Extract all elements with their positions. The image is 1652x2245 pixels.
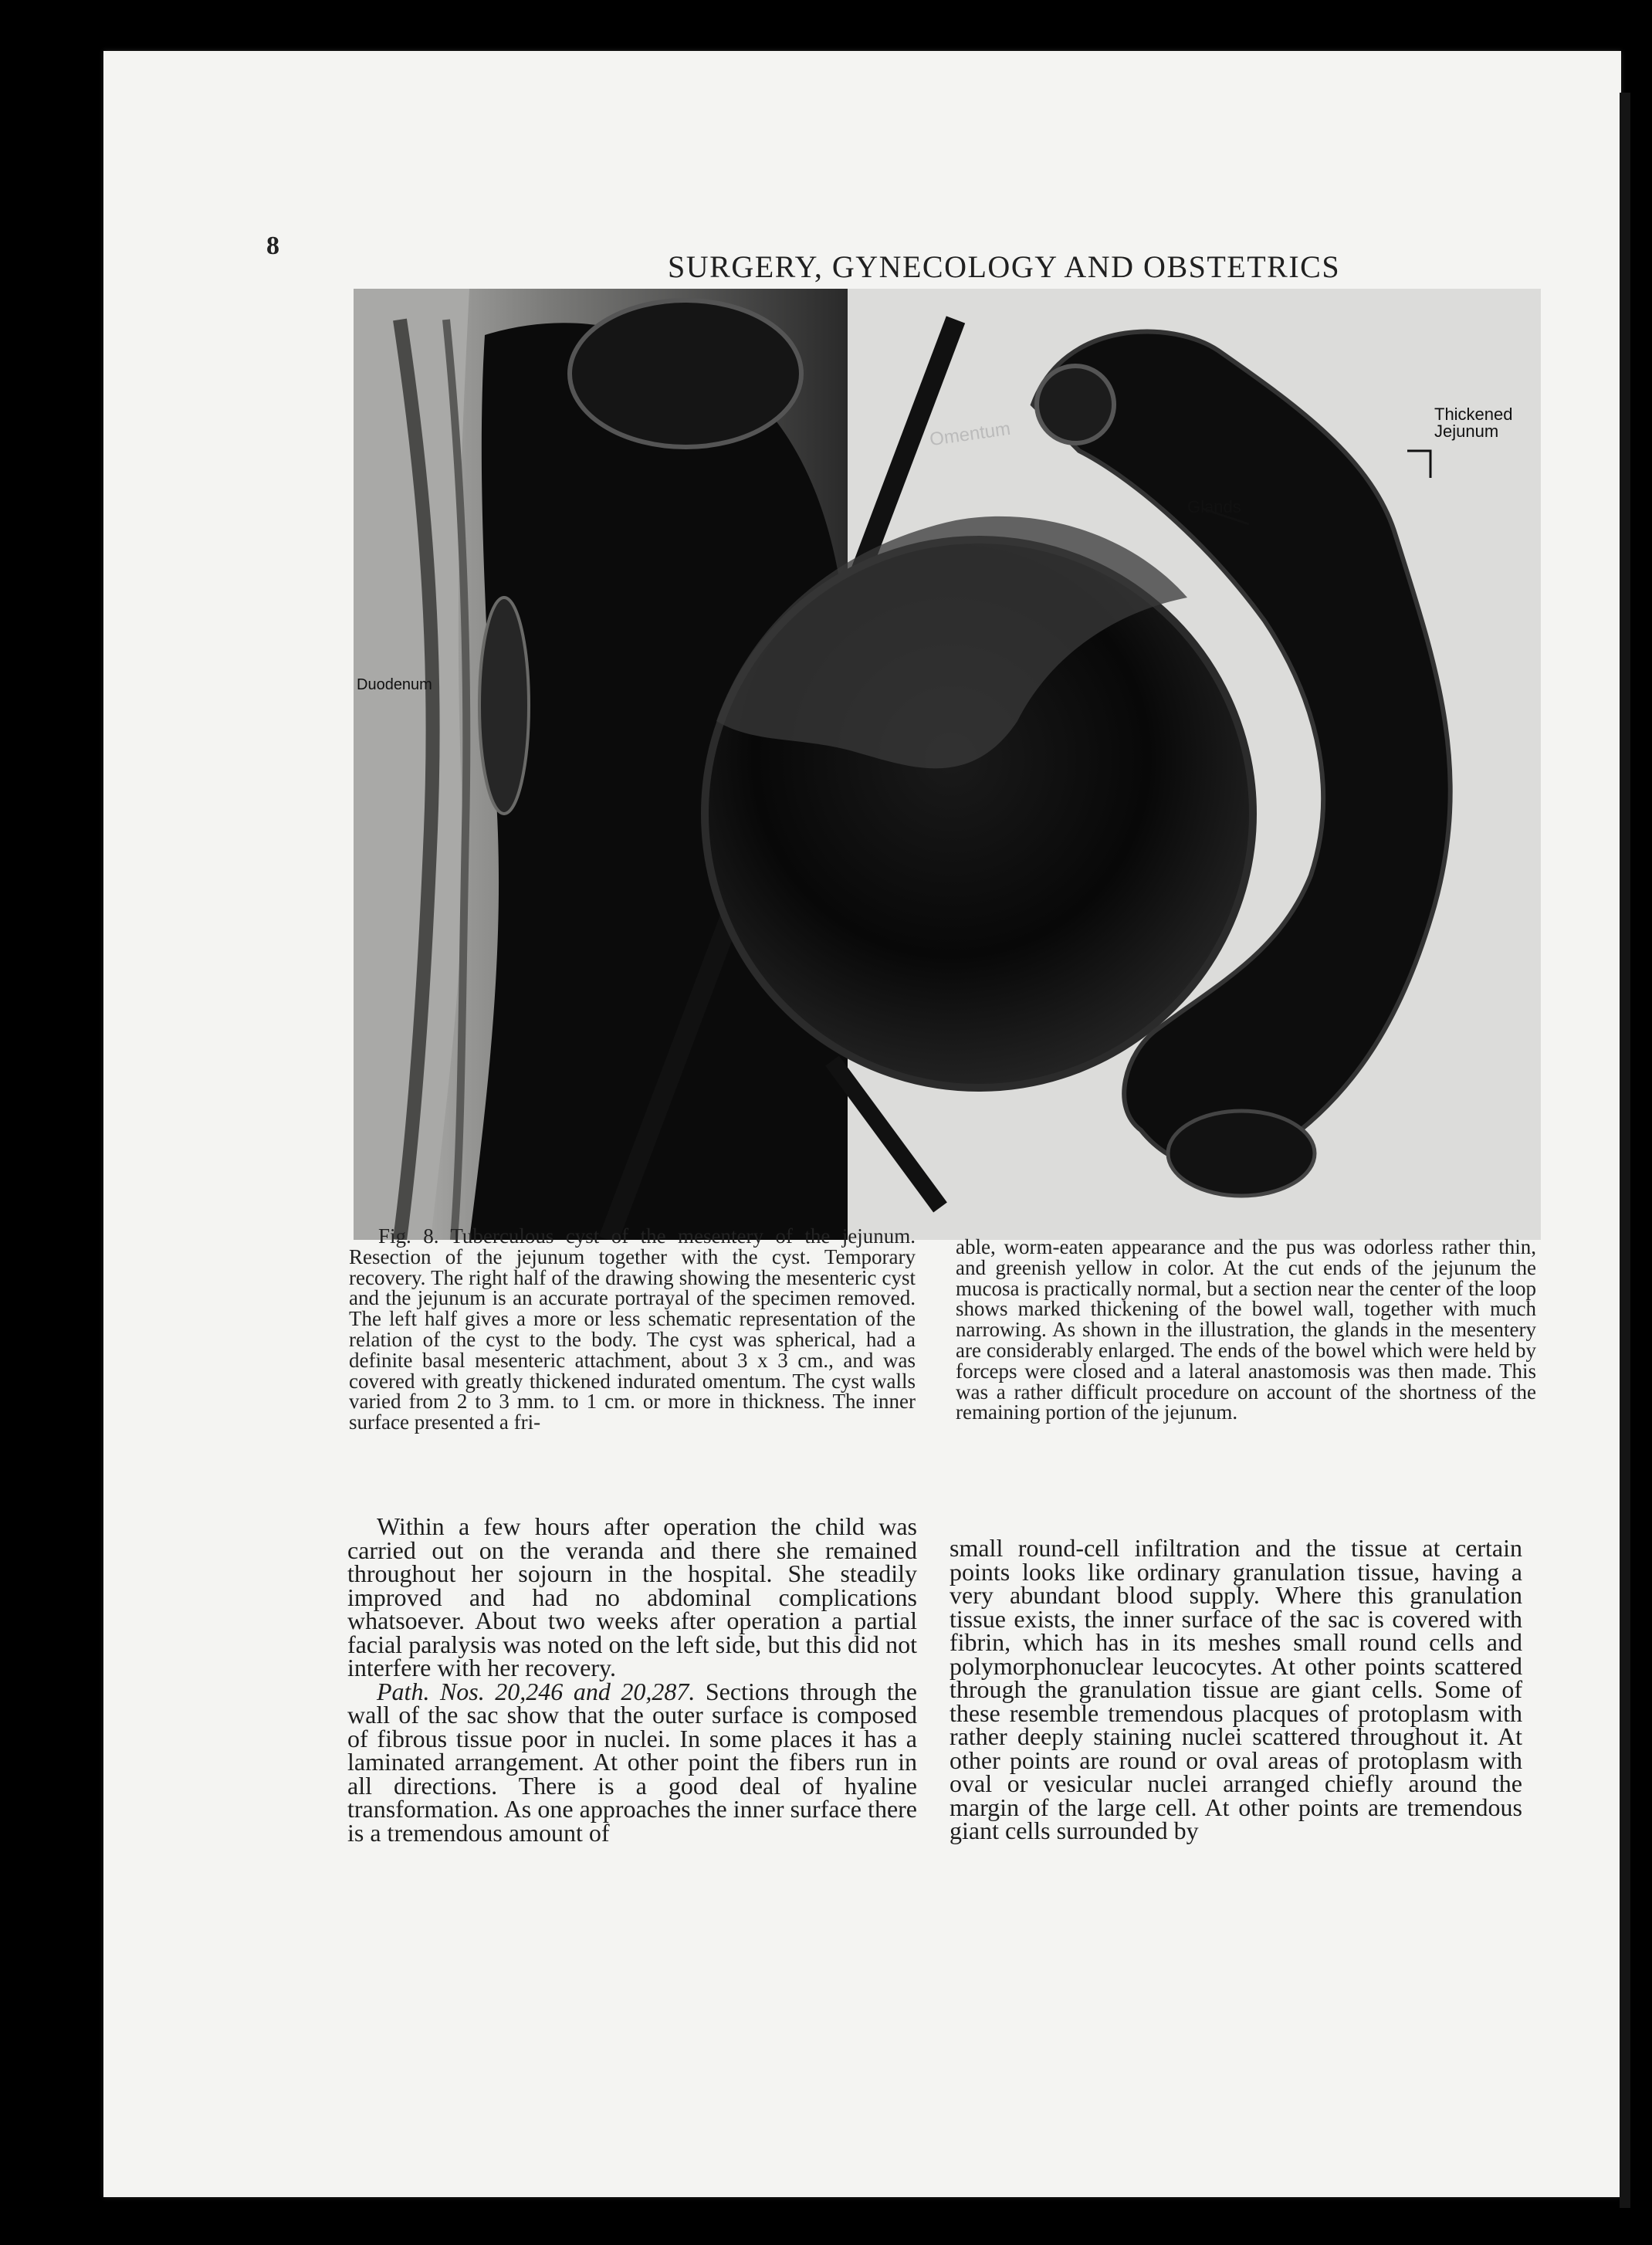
figure-caption-left	[349, 1226, 916, 1433]
running-head: SURGERY, GYNECOLOGY AND OBSTETRICS	[668, 249, 1341, 284]
label-omentum: Omentum	[928, 418, 1012, 451]
label-jejunum: Jejunum	[1434, 422, 1499, 441]
body-paragraph: Within a few hours after operation the child was carried out on the veranda and there she remained throughout her sojourn in the hospital. She steadily improved and had no abdominal complications whatsoever. About two weeks after operation a partial facial paralysis was noted on the left side, but this did not interfere with her recovery.	[347, 1512, 917, 1681]
caption-right-text: able, worm-eaten appearance and the pus was odorless rather thin, and greenish yellow in color. At the cut ends of the jejunum the mucosa is practically normal, but a section near the center of the loop shows marked thickening of the bowel wall, together with much narrowing. As shown in the illustration, the glands in the mesentery are considerably enlarged. The ends of the bowel which were held by forceps were closed and a lateral anastomosis was then made. This was a rather difficult procedure on account of the shortness of the remaining portion of the jejunum.	[956, 1235, 1536, 1424]
adjacent-page-edge	[1620, 93, 1630, 2208]
body-column-right	[950, 1536, 1522, 1843]
body-column-left	[347, 1512, 918, 1847]
label-glands: Glands	[1187, 497, 1241, 516]
caption-left-text: Fig. 8. Tuberculous cyst of the mesentery of the jejunum. Resection of the jejunum together with the cyst. Temporary recovery. The right half of the drawing showing the mesenteric cyst and the jejunum is an accurate portrayal of the specimen removed. The left half gives a more or less schematic representation of the relation of the cyst to the body. The cyst was spherical, had a definite basal mesenteric attachment, about 3 x 3 cm., and was covered with greatly thickened indurated omentum. The cyst walls varied from 2 to 3 mm. to 1 cm. or more in thickness. The inner surface presented a fri-	[349, 1224, 916, 1434]
label-duodenum: Duodenum	[357, 676, 432, 693]
path-numbers: Path. Nos. 20,246 and 20,287.	[377, 1677, 696, 1705]
figure-illustration	[354, 289, 1541, 1240]
figure-caption-right	[956, 1237, 1536, 1423]
body-paragraph: small round-cell infiltration and the tissue at certain points looks like ordinary granulation tissue, having a very abundant blood supply. Where this granulation tissue exists, the inner surface of the sac is covered with fibrin, which has in its meshes small round cells and polymorphonuclear leucocytes. At other points scattered through the granulation tissue are giant cells. Some of these resemble tremendous placques of protoplasm with rather deeply staining nuclei scattered throughout it. At other points are round or oval areas of protoplasm with oval or vesicular nuclei arranged chiefly around the margin of the large cell. At other points are tremendous giant cells surrounded by	[950, 1534, 1522, 1844]
page-number: 8	[266, 232, 279, 260]
body-paragraph-path	[347, 1677, 918, 1847]
label-thickened: Thickened	[1434, 405, 1513, 424]
path-text: Sections through the wall of the sac show that the outer surface is composed of fibrous tissue poor in nuclei. In some places it has a laminated arrangement. At other point the fibers run in all directions. There is a good deal of hyaline transformation. As one approaches the inner surface there is a tremendous amount of	[347, 1677, 918, 1847]
